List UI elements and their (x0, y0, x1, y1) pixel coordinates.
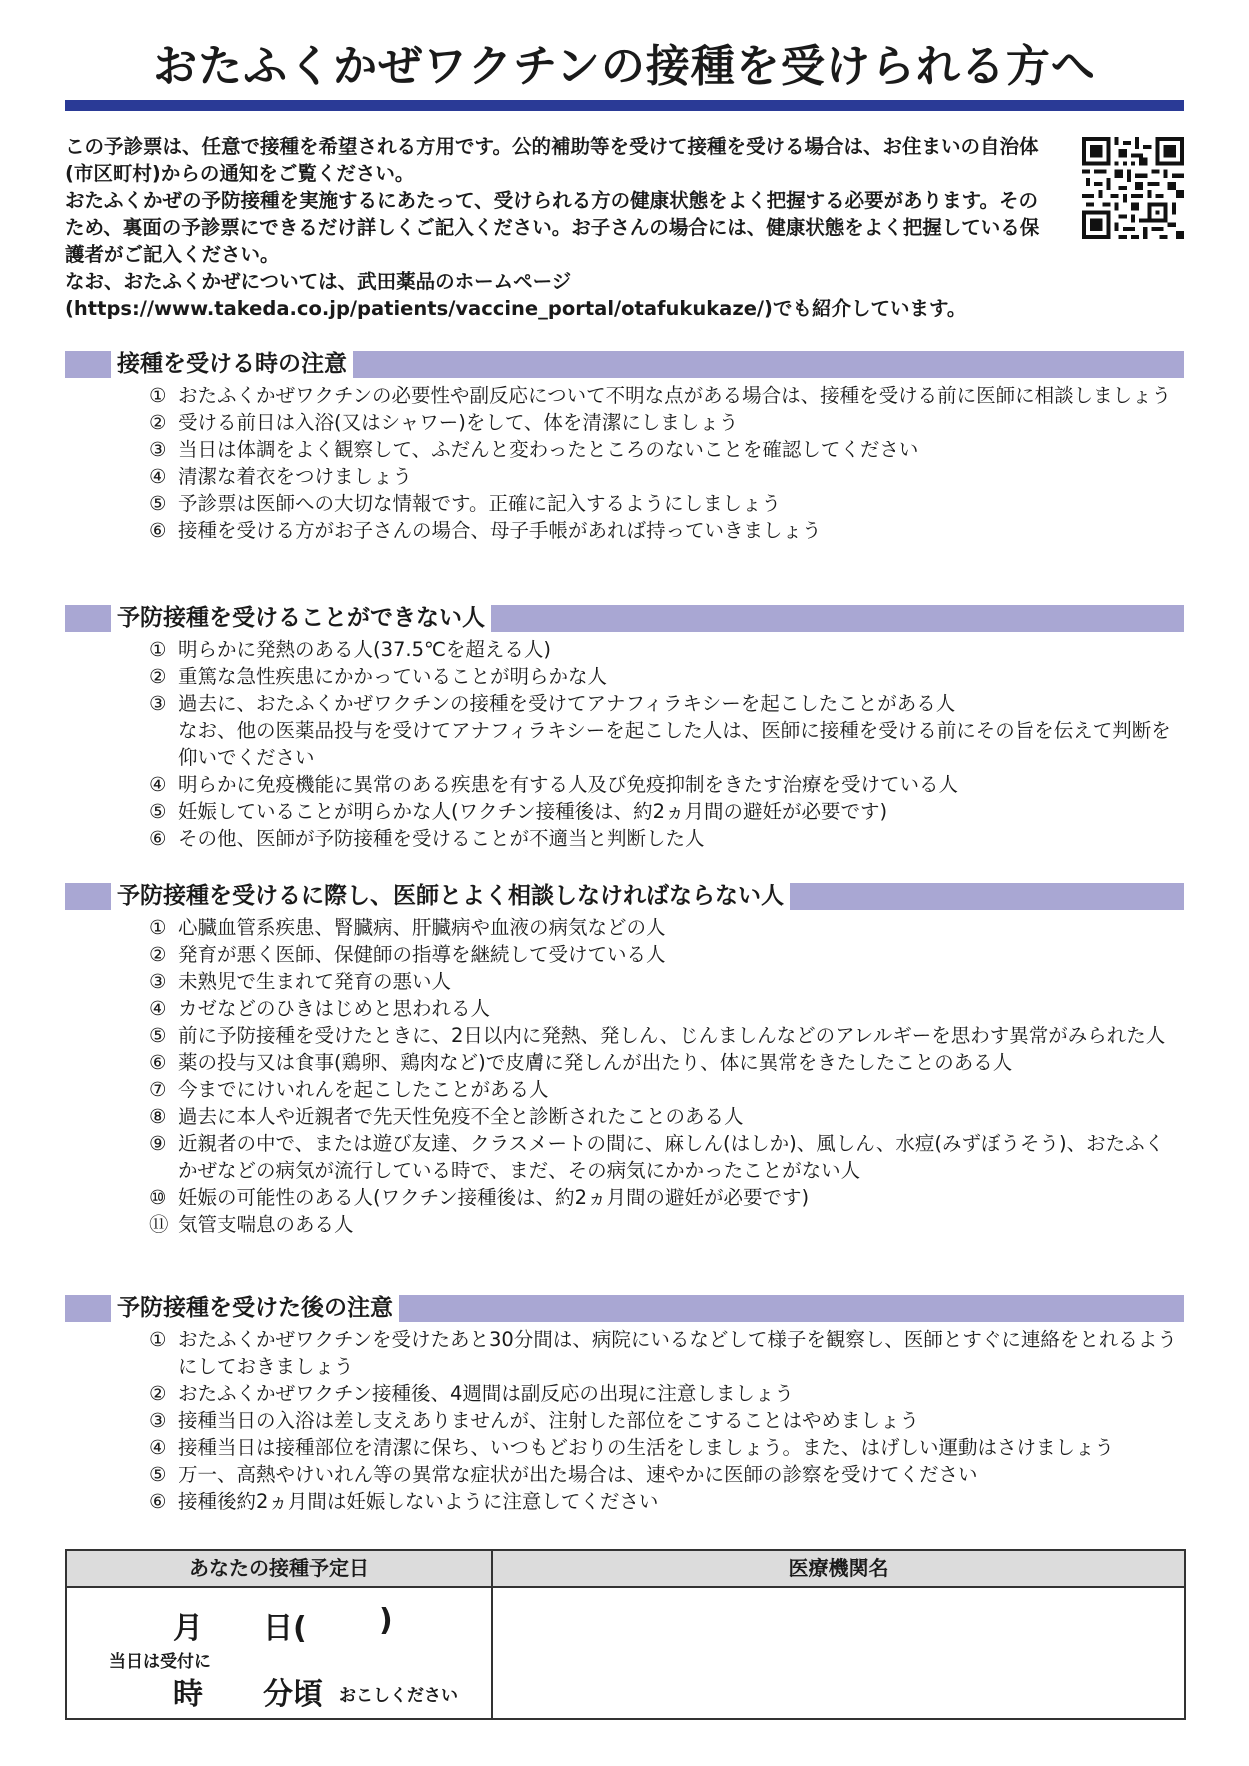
table-divider (491, 1551, 493, 1718)
list-item: ⑧ 過去に本人や近親者で先天性免疫不全と診断されたことのある人 (149, 1105, 744, 1128)
come-by-note: おこしください (339, 1686, 458, 1706)
list-item: ⑪ 気管支喘息のある人 (149, 1213, 354, 1236)
list-item: ④ カゼなどのひきはじめと思われる人 (149, 997, 491, 1020)
intro-paragraph: おたふくかぜの予防接種を実施するにあたって、受けられる方の健康状態をよく把握する必要があります。そのため、裏面の予診票にできるだけ詳しくご記入ください。お子さんの場合には、健康状態をよく把握している保護者がご記入ください。 (65, 189, 1040, 266)
list-item: ⑩ 妊娠の可能性のある人(ワクチン接種後は、約2ヵ月間の避妊が必要です) (149, 1186, 810, 1209)
list-item: ⑤ 前に予防接種を受けたときに、2日以内に発熱、発しん、じんましんなどのアレルギーを思わす異常がみられた人 (149, 1024, 1166, 1047)
section-precautions-before (65, 351, 1184, 544)
section-heading: 予防接種を受けることができない人 (65, 605, 1184, 632)
list-item: ⑥ 接種を受ける方がお子さんの場合、母子手帳があれば持っていきましょう (149, 519, 822, 542)
list-item: ① 明らかに発熱のある人(37.5℃を超える人) (149, 638, 552, 661)
weekday-close-paren: ) (379, 1603, 393, 1638)
list-item: ① 心臓血管系疾患、腎臓病、肝臓病や血液の病気などの人 (149, 916, 666, 939)
list-item: ③ 過去に、おたふくかぜワクチンの接種を受けてアナフィラキシーを起こしたことがある人 (149, 692, 956, 715)
list-item: ⑤ 万一、高熱やけいれん等の異常な症状が出た場合は、速やかに医師の診察を受けてください (149, 1463, 978, 1486)
list-item: ⑥ 薬の投与又は食事(鶏卵、鶏肉など)で皮膚に発しんが出たり、体に異常をきたしたことのある人 (149, 1051, 1013, 1074)
qr-code-icon (1082, 137, 1184, 239)
list-item: ② 発育が悪く医師、保健師の指導を継続して受けている人 (149, 943, 666, 966)
list-item: ④ 清潔な着衣をつけましょう (149, 465, 413, 488)
list-item: ① おたふくかぜワクチンを受けたあと30分間は、病院にいるなどして様子を観察し、医師とすぐに連絡をとれるようにしておきましょう (149, 1328, 1177, 1378)
hour-label: 時 (173, 1677, 203, 1712)
clinic-name-header: 医療機関名 (493, 1551, 1184, 1588)
arrival-note: 当日は受付に (109, 1652, 211, 1672)
title-underline-bar (65, 100, 1184, 111)
list-item: ⑨ 近親者の中で、または遊び友達、クラスメートの間に、麻しん(はしか)、風しん、水痘(みずぼうそう)、おたふくかぜなどの病気が流行している時で、まだ、その病気にかかったことがない人 (149, 1132, 1165, 1182)
day-label: 日( (263, 1611, 307, 1646)
intro-paragraph: この予診票は、任意で接種を希望される方用です。公的補助等を受けて接種を受ける場合は、お住まいの自治体(市区町村)からの通知をご覧ください。 (65, 135, 1039, 185)
schedule-table (65, 1549, 1186, 1720)
section-heading: 予防接種を受けた後の注意 (65, 1295, 1184, 1322)
list-item: ② 受ける前日は入浴(又はシャワー)をして、体を清潔にしましょう (149, 411, 739, 434)
month-label: 月 (173, 1611, 203, 1646)
list-item-note: なお、他の医薬品投与を受けてアナフィラキシーを起こした人は、医師に接種を受ける前にその旨を伝えて判断を仰いでください (178, 719, 1171, 769)
list-item: ⑦ 今までにけいれんを起こしたことがある人 (149, 1078, 549, 1101)
section-cannot-vaccinate (65, 605, 1184, 852)
section-after-vaccination (65, 1295, 1184, 1515)
list-item: ⑤ 妊娠していることが明らかな人(ワクチン接種後は、約2ヵ月間の避妊が必要です) (149, 800, 888, 823)
scheduled-date-header: あなたの接種予定日 (67, 1551, 491, 1588)
page-title: おたふくかぜワクチンの接種を受けられる方へ (153, 41, 1096, 92)
precautions-list (65, 382, 1184, 544)
list-item: ⑥ 接種後約2ヵ月間は妊娠しないように注意してください (149, 1490, 659, 1513)
list-item: ③ 当日は体調をよく観察して、ふだんと変わったところのないことを確認してください (149, 438, 919, 461)
section-heading: 予防接種を受けるに際し、医師とよく相談しなければならない人 (65, 883, 1184, 910)
list-item: ② 重篤な急性疾患にかかっていることが明らかな人 (149, 665, 608, 688)
minute-label: 分頃 (263, 1677, 323, 1712)
list-item: ③ 未熟児で生まれて発育の悪い人 (149, 970, 452, 993)
list-item: ③ 接種当日の入浴は差し支えありませんが、注射した部位をこすることはやめましょう (149, 1409, 920, 1432)
list-item: ⑤ 予診票は医師への大切な情報です。正確に記入するようにしましょう (149, 492, 781, 515)
aftercare-list (65, 1326, 1184, 1515)
list-item: ① おたふくかぜワクチンの必要性や副反応について不明な点がある場合は、接種を受ける前に医師に相談しましょう (149, 384, 1172, 407)
exclusion-list (65, 636, 1184, 852)
consult-list (65, 914, 1184, 1238)
list-item: ② おたふくかぜワクチン接種後、4週間は副反応の出現に注意しましょう (149, 1382, 794, 1405)
section-heading: 接種を受ける時の注意 (65, 351, 1184, 378)
list-item: ④ 接種当日は接種部位を清潔に保ち、いつもどおりの生活をしましょう。また、はげしい運動はさけましょう (149, 1436, 1115, 1459)
list-item: ⑥ その他、医師が予防接種を受けることが不適当と判断した人 (149, 827, 705, 850)
section-consult-doctor (65, 883, 1184, 1238)
intro-paragraph: なお、おたふくかぜについては、武田薬品のホームページ(https://www.takeda.co.jp/patients/vaccine_portal/otafukukaze/)でも紹介しています。 (65, 270, 967, 320)
list-item: ④ 明らかに免疫機能に異常のある疾患を有する人及び免疫抑制をきたす治療を受けている人 (149, 773, 959, 796)
clinic-name-field[interactable] (495, 1588, 1184, 1718)
intro-text (65, 133, 1050, 322)
